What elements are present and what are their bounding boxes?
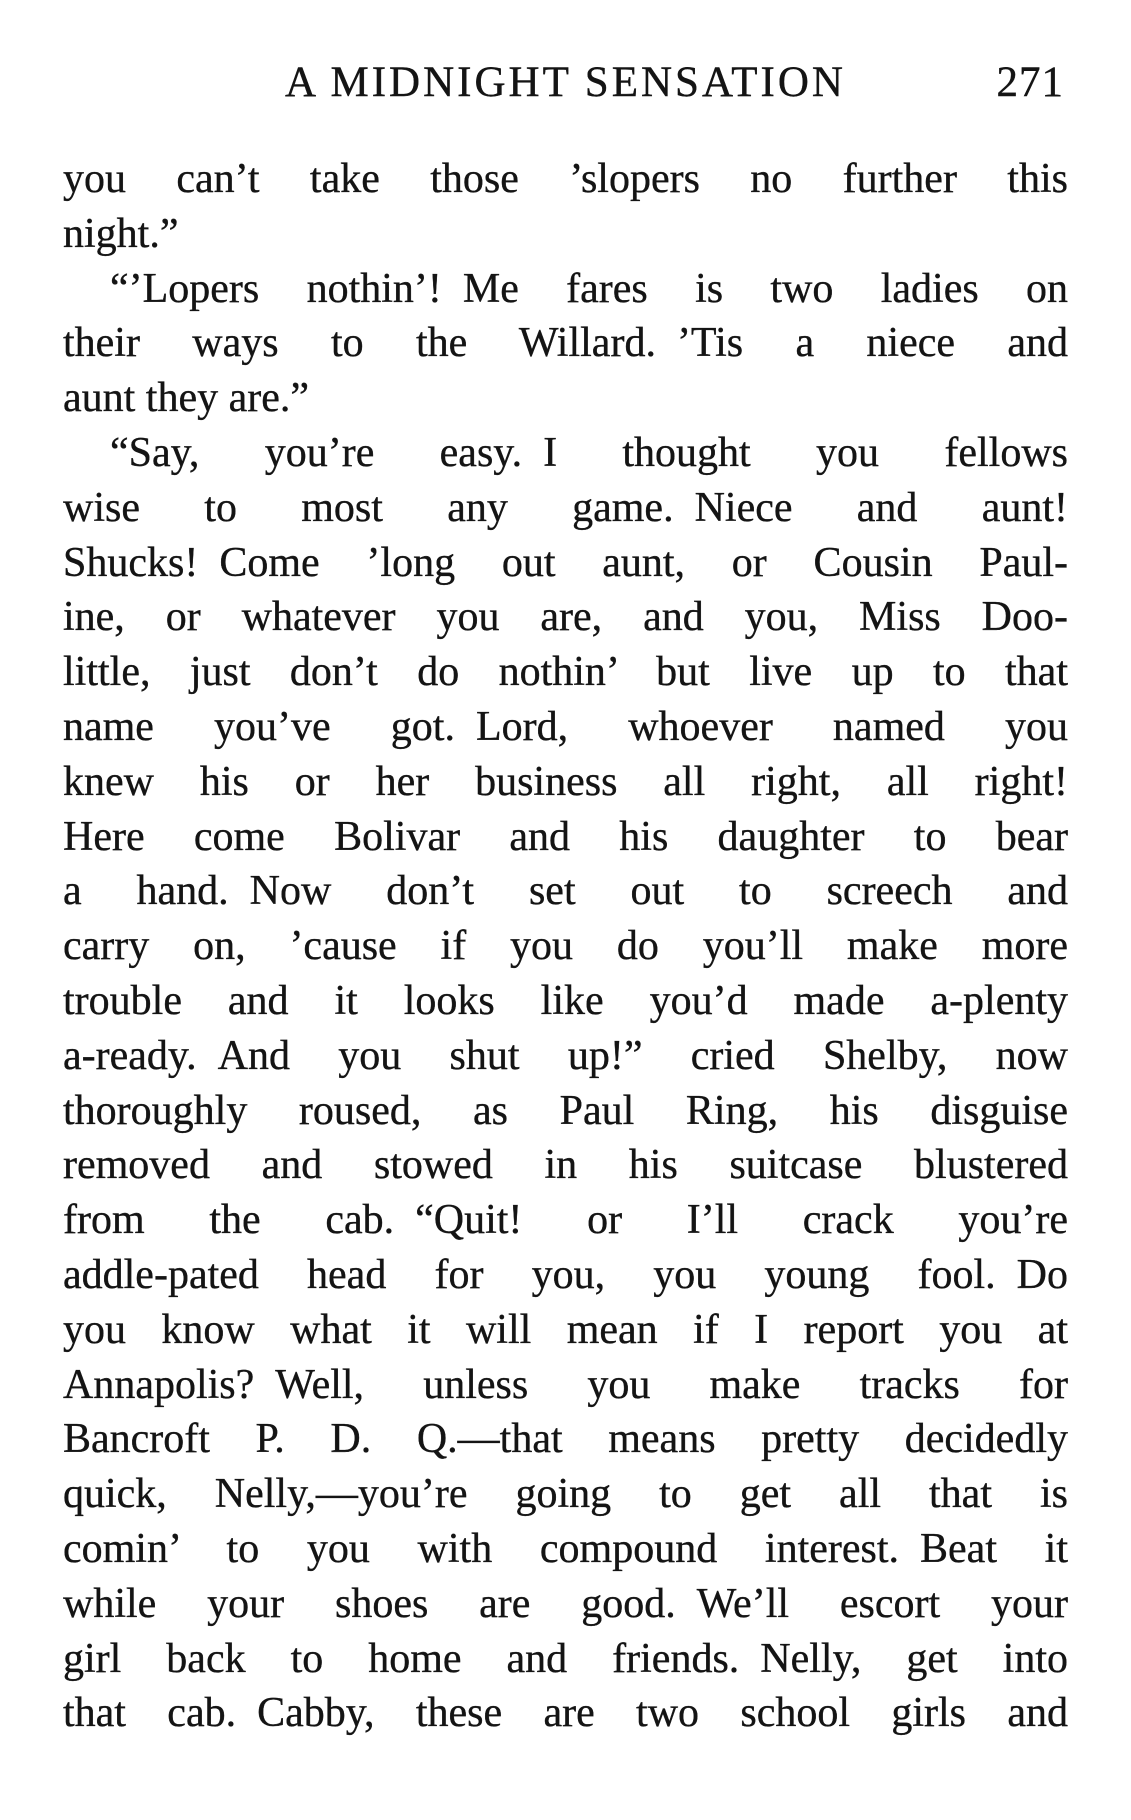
text-line: aunt they are.”: [63, 375, 310, 422]
text-line: “Say, you’re easy. I thought you fellows: [110, 429, 1068, 476]
page-number: 271: [996, 59, 1064, 106]
text-line: you can’t take those ’slopers no further this: [63, 156, 1068, 202]
text-line: name you’ve got. Lord, whoever named you: [63, 703, 1068, 750]
text-line: little, just don’t do nothin’ but live up to that: [63, 649, 1068, 696]
text-line: wise to most any game. Niece and aunt!: [63, 484, 1068, 531]
text-line: trouble and it looks like you’d made a-plenty: [63, 977, 1068, 1024]
chapter-title: A MIDNIGHT SENSATION: [285, 59, 846, 106]
text-line: Annapolis? Well, unless you make tracks for: [63, 1361, 1068, 1408]
text-line: removed and stowed in his suitcase blustered: [63, 1142, 1068, 1189]
text-line: you know what it will mean if I report you at: [63, 1306, 1068, 1353]
text-line: comin’ to you with compound interest. Beat it: [63, 1525, 1068, 1572]
text-line: a hand. Now don’t set out to screech and: [63, 868, 1068, 915]
text-line: Shucks! Come ’long out aunt, or Cousin Paul-: [63, 539, 1068, 586]
text-line: thoroughly roused, as Paul Ring, his disguise: [63, 1087, 1068, 1134]
text-line: while your shoes are good. We’ll escort your: [63, 1580, 1068, 1627]
text-line: their ways to the Willard. ’Tis a niece and: [63, 320, 1068, 367]
text-line: knew his or her business all right, all right!: [63, 758, 1068, 805]
text-line: quick, Nelly,—you’re going to get all that is: [63, 1471, 1068, 1518]
text-line: a-ready. And you shut up!” cried Shelby, now: [63, 1032, 1068, 1079]
text-line: Bancroft P. D. Q.—that means pretty decidedly: [63, 1416, 1068, 1463]
text-line: Here come Bolivar and his daughter to bear: [63, 813, 1068, 860]
text-line: “’Lopers nothin’! Me fares is two ladies on: [110, 265, 1068, 312]
text-line: from the cab. “Quit! or I’ll crack you’re: [63, 1197, 1068, 1244]
text-line: girl back to home and friends. Nelly, get into: [63, 1635, 1068, 1682]
text-line: night.”: [63, 210, 179, 257]
text-line: addle-pated head for you, you young fool. Do: [63, 1251, 1068, 1298]
body-text: [63, 152, 1068, 1741]
text-line: that cab. Cabby, these are two school girls and: [63, 1690, 1068, 1737]
text-line: carry on, ’cause if you do you’ll make more: [63, 923, 1068, 970]
text-line: ine, or whatever you are, and you, Miss Doo-: [63, 594, 1068, 641]
page-header: [63, 58, 1068, 108]
